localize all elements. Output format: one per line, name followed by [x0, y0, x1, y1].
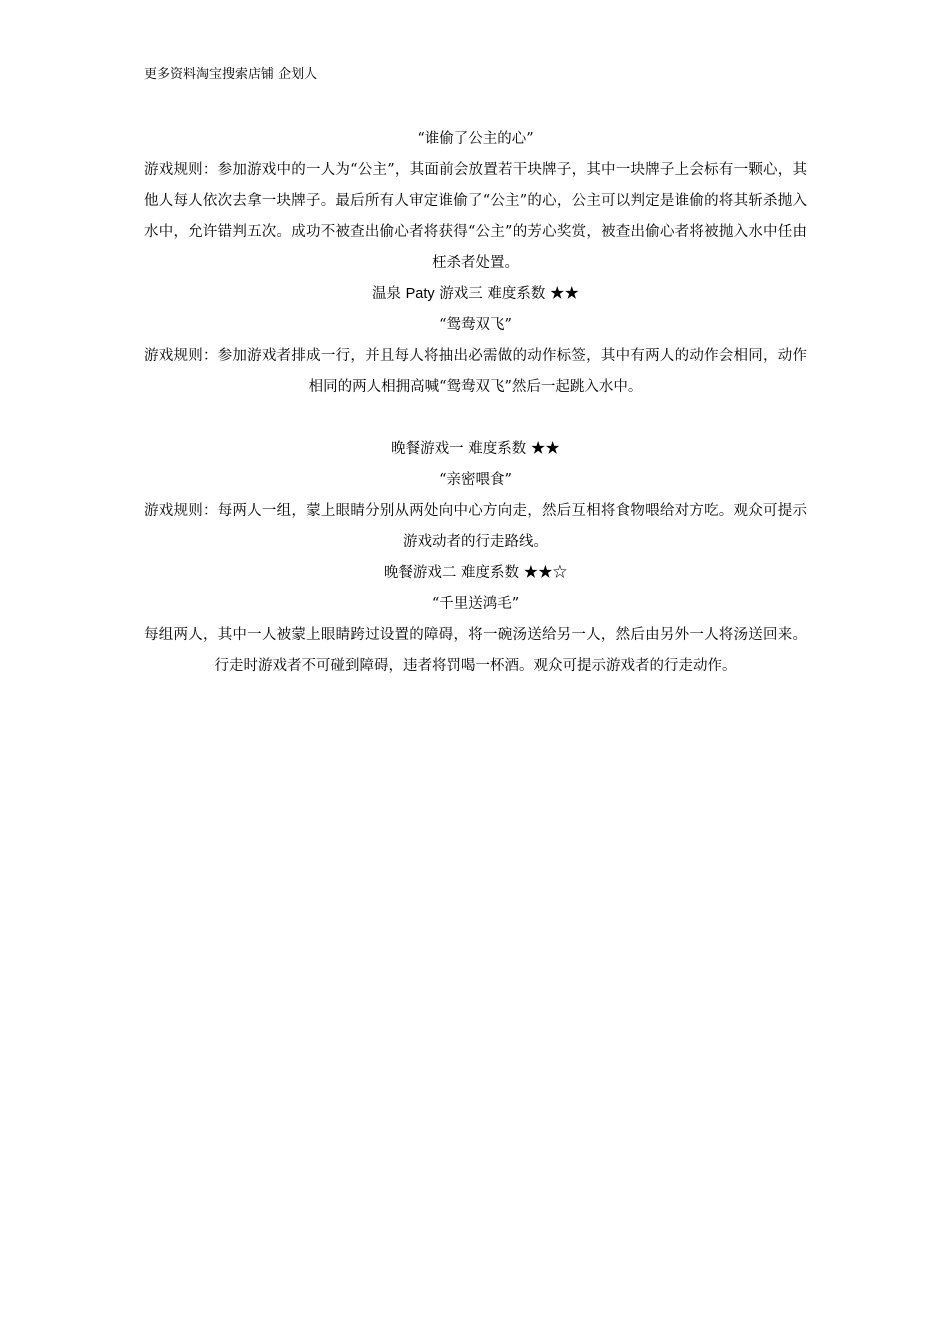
game-rules: 游戏规则：参加游戏中的一人为“公主”，其面前会放置若干块牌子，其中一块牌子上会标有一颗心，其他人每人依次去拿一块牌子。最后所有人审定谁偷了“公主”的心，公主可以判定是谁偷的将其斩杀抛入水中，允许错判五次。成功不被查出偷心者将获得“公主”的芳心奖赏，被查出偷心者将被抛入水中任由枉杀者处置。	[144, 162, 807, 271]
header-note: 更多资料淘宝搜索店铺 企划人	[144, 67, 318, 82]
game-heading: 晚餐游戏二 难度系数 ★★☆	[383, 565, 568, 581]
game-section-mandarin-ducks	[144, 279, 807, 403]
game-title: “千里送鸿毛”	[431, 596, 520, 612]
game-section-stolen-heart	[144, 124, 807, 279]
heading-brand: Paty	[405, 286, 435, 302]
heading-prefix: 温泉	[372, 286, 406, 302]
game-title: “谁偷了公主的心”	[417, 131, 534, 147]
game-heading	[144, 279, 807, 310]
game-title: “亲密喂食”	[439, 472, 512, 488]
game-heading: 晚餐游戏一 难度系数 ★★	[391, 441, 560, 457]
game-title: “鸳鸯双飞”	[439, 317, 512, 333]
game-rules: 每组两人，其中一人被蒙上眼睛跨过设置的障碍，将一碗汤送给另一人，然后由另外一人将汤送回来。行走时游戏者不可碰到障碍，违者将罚喝一杯酒。观众可提示游戏者的行走动作。	[144, 627, 807, 674]
section-spacer	[144, 403, 807, 434]
game-section-intimate-feeding	[144, 434, 807, 558]
heading-suffix: 游戏三 难度系数 ★★	[434, 286, 579, 302]
game-section-goose-feather	[144, 558, 807, 682]
game-rules: 游戏规则：每两人一组，蒙上眼睛分别从两处向中心方向走，然后互相将食物喂给对方吃。观众可提示游戏动者的行走路线。	[144, 503, 807, 550]
document-body	[144, 124, 807, 682]
game-rules: 游戏规则：参加游戏者排成一行，并且每人将抽出必需做的动作标签，其中有两人的动作会相同，动作相同的两人相拥高喊“鸳鸯双飞”然后一起跳入水中。	[144, 348, 807, 395]
